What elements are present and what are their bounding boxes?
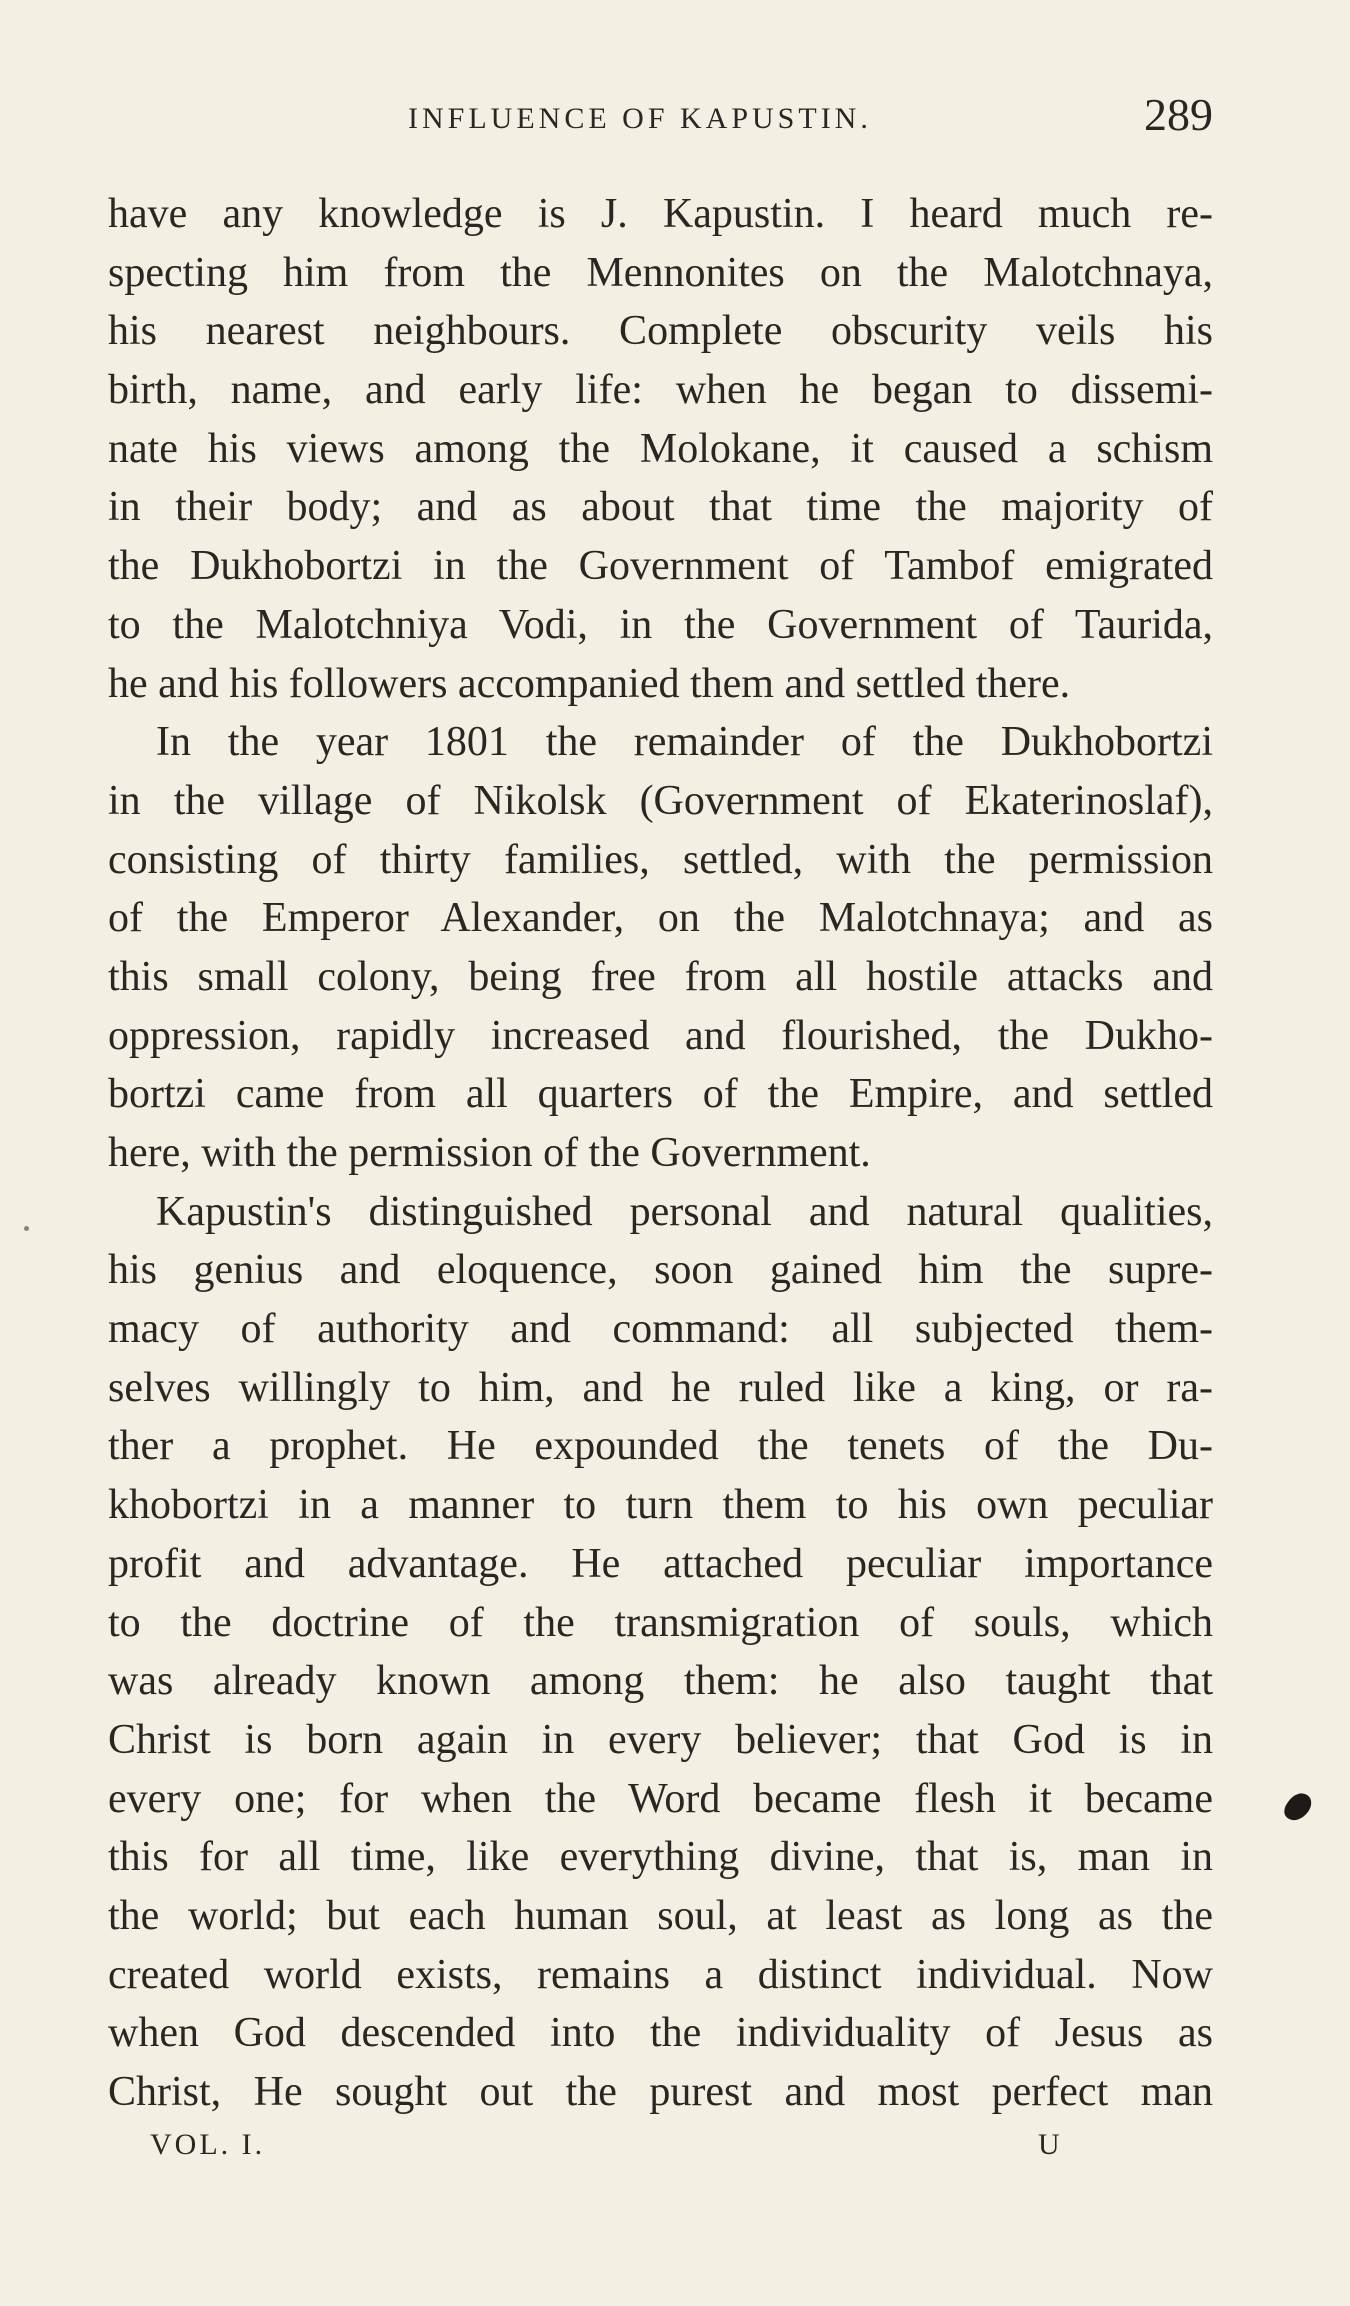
gathering-mark: U xyxy=(1038,2128,1060,2161)
text-line: he and his followers accompanied them and settled there. xyxy=(108,660,1071,707)
text-line: his nearest neighbours. Complete obscurity veils his xyxy=(108,308,1213,355)
text-line: to the doctrine of the transmigration of souls, which xyxy=(108,1599,1213,1646)
text-line: here, with the permission of the Government. xyxy=(108,1130,871,1176)
text-line: the Dukhobortzi in the Government of Tambof emigrated xyxy=(108,543,1213,590)
text-line: this for all time, like everything divine, that is, man in xyxy=(108,1834,1213,1881)
text-line: his genius and eloquence, soon gained him the supre- xyxy=(108,1247,1213,1294)
page-footer xyxy=(150,2128,1060,2178)
text-line: to the Malotchniya Vodi, in the Government of Taurida, xyxy=(108,601,1213,648)
text-line: oppression, rapidly increased and flourished, the Dukho- xyxy=(108,1012,1213,1059)
page-number: 289 xyxy=(1144,89,1213,140)
text-line: when God descended into the individuality of Jesus as xyxy=(108,2010,1213,2057)
text-line: Christ is born again in every believer; that God is in xyxy=(108,1716,1213,1763)
text-line: ther a prophet. He expounded the tenets of the Du- xyxy=(108,1423,1213,1470)
text-line: every one; for when the Word became flesh it became xyxy=(108,1775,1213,1822)
text-line: of the Emperor Alexander, on the Malotchnaya; and as xyxy=(108,895,1213,942)
text-line: Christ, He sought out the purest and most perfect man xyxy=(108,2069,1213,2115)
running-title: INFLUENCE OF KAPUSTIN. xyxy=(408,102,872,135)
text-line: profit and advantage. He attached peculiar importance xyxy=(108,1540,1213,1587)
text-line: was already known among them: he also taught that xyxy=(108,1658,1213,1705)
text-line: selves willingly to him, and he ruled like a king, or ra- xyxy=(108,1364,1213,1411)
ink-blot xyxy=(1280,1788,1315,1825)
text-line: birth, name, and early life: when he began to dissemi- xyxy=(108,367,1213,414)
text-line: the world; but each human soul, at least as long as the xyxy=(108,1892,1213,1939)
text-line: created world exists, remains a distinct individual. Now xyxy=(108,1951,1213,1998)
text-line: have any knowledge is J. Kapustin. I heard much re- xyxy=(108,191,1213,237)
text-line: this small colony, being free from all hostile attacks and xyxy=(108,953,1213,1000)
text-line: Kapustin's distinguished personal and natural qualities, xyxy=(156,1188,1213,1235)
text-line: in their body; and as about that time the majority of xyxy=(108,484,1213,531)
text-line: in the village of Nikolsk (Government of Ekaterinoslaf), xyxy=(108,777,1213,824)
text-line: consisting of thirty families, settled, with the permission xyxy=(108,836,1213,883)
volume-signature: VOL. I. xyxy=(150,2128,266,2161)
paper-speck xyxy=(24,1226,29,1231)
text-line: nate his views among the Molokane, it caused a schism xyxy=(108,425,1213,472)
body-text xyxy=(108,185,1213,2122)
running-head xyxy=(108,88,1213,148)
text-line: bortzi came from all quarters of the Empire, and settled xyxy=(108,1071,1213,1118)
text-line: macy of authority and command: all subjected them- xyxy=(108,1306,1213,1353)
text-line: specting him from the Mennonites on the Malotchnaya, xyxy=(108,249,1213,296)
text-line: khobortzi in a manner to turn them to his own peculiar xyxy=(108,1482,1213,1529)
text-line: In the year 1801 the remainder of the Dukhobortzi xyxy=(156,719,1213,766)
